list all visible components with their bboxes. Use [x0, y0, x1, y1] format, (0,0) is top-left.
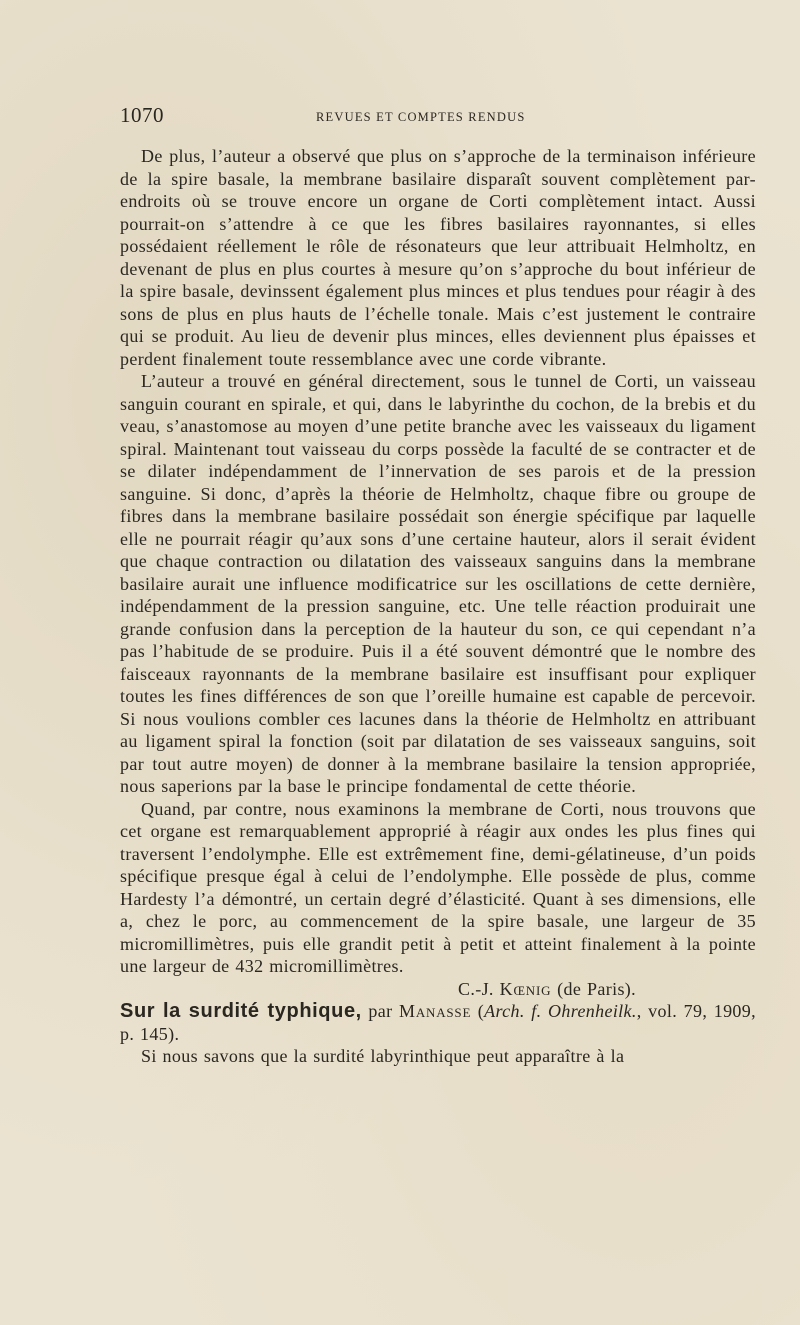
page-number: 1070: [120, 103, 164, 127]
signature-name: Kœnig: [499, 978, 552, 999]
next-article-heading: [120, 1000, 756, 1045]
article-text: [120, 145, 756, 1068]
signature-place: (de Paris).: [557, 978, 636, 999]
page-header: [120, 103, 680, 133]
paragraph-3: Quand, par contre, nous examinons la membrane de Corti, nous trouvons que cet organe est remarquablement approprié à réagir aux ondes les plus fines qui traversent l’endolymphe. Elle est extrêmement fine, demi-gélatineuse, d’un poids spécifique presque égal à celui de l’endolymphe. Elle possède de plus, comme Hardesty l’a démontré, un certain degré d’élasticité. Quant à ses dimensions, elle a, chez le porc, au commencement de la spire basale, une largeur de 35 micromillimètres, puis elle grandit petit à petit et atteint finalement à la pointe une largeur de 432 micromillimètres.: [120, 798, 756, 976]
running-head: REVUES ET COMPTES RENDUS: [316, 110, 526, 124]
source-open: (: [477, 1001, 485, 1021]
article-author: Manasse: [399, 1001, 472, 1021]
review-signature: [120, 978, 756, 1001]
next-article-first-line: Si nous savons que la surdité labyrinthique peut apparaître à la: [141, 1046, 625, 1066]
by-word: par: [368, 1001, 393, 1021]
next-article-title: Sur la surdité typhique,: [120, 1000, 362, 1022]
journal-name: Arch. f. Ohrenheilk.: [484, 1001, 637, 1021]
source-details: , vol. 79, 1909, p. 145).: [120, 1001, 756, 1044]
paragraph-1: De plus, l’auteur a observé que plus on s’approche de la terminaison inférieure de la spire basale, la membrane basilaire disparaît souvent complètement par-endroits où se trouve encore un organe de Corti complètement intact. Aussi pourrait-on s’attendre à ce que les fibres basilaires rayonnantes, si elles possédaient réellement le rôle de résonateurs que leur attribuait Helmholtz, en devenant de plus en plus courtes à mesure qu’on s’approche du bout inférieur de la spire basale, devinssent également plus minces et plus tendues pour réagir à des sons de plus en plus hauts de l’échelle tonale. Mais c’est justement le contraire qui se produit. Au lieu de devenir plus minces, elles deviennent plus épaisses et perdent finalement toute ressemblance avec une corde vibrante.: [120, 146, 756, 369]
signature-initials: C.-J.: [458, 978, 494, 999]
paragraph-2: L’auteur a trouvé en général directement, sous le tunnel de Corti, un vaisseau sanguin courant en spirale, et qui, dans le labyrinthe du cochon, de la brebis et du veau, s’anastomose au moyen d’une petite branche avec les vaisseaux du ligament spiral. Maintenant tout vaisseau du corps possède la faculté de se contracter et de se dilater indépendamment de l’innervation de ses parois et de la pression sanguine. Si donc, d’après la théorie de Helmholtz, chaque fibre ou groupe de fibres dans la membrane basilaire possédait son énergie spécifique par laquelle elle ne pourrait réagir qu’aux sons d’une certaine hauteur, alors il serait évident que chaque contraction ou dilatation des vaisseaux sanguins dans la membrane basilaire aurait une influence modificatrice sur les oscillations de cette dernière, indépendamment de la pression sanguine, etc. Une telle réaction produirait une grande confusion dans la perception de la hauteur du son, ce qui cependant n’a pas l’habitude de se produire. Puis il a été souvent démontré que le nombre des faisceaux rayonnants de la membrane basilaire est insuffisant pour expliquer toutes les fines différences de son que l’oreille humaine est capable de percevoir. Si nous voulions combler ces lacunes dans la théorie de Helmholtz en attribuant au ligament spiral la fonction (soit par dilatation de ses vaisseaux sanguins, soit par tout autre moyen) de donner à la membrane basilaire la tension appropriée, nous saperions par la base le principe fondamental de cette théorie.: [120, 371, 756, 796]
